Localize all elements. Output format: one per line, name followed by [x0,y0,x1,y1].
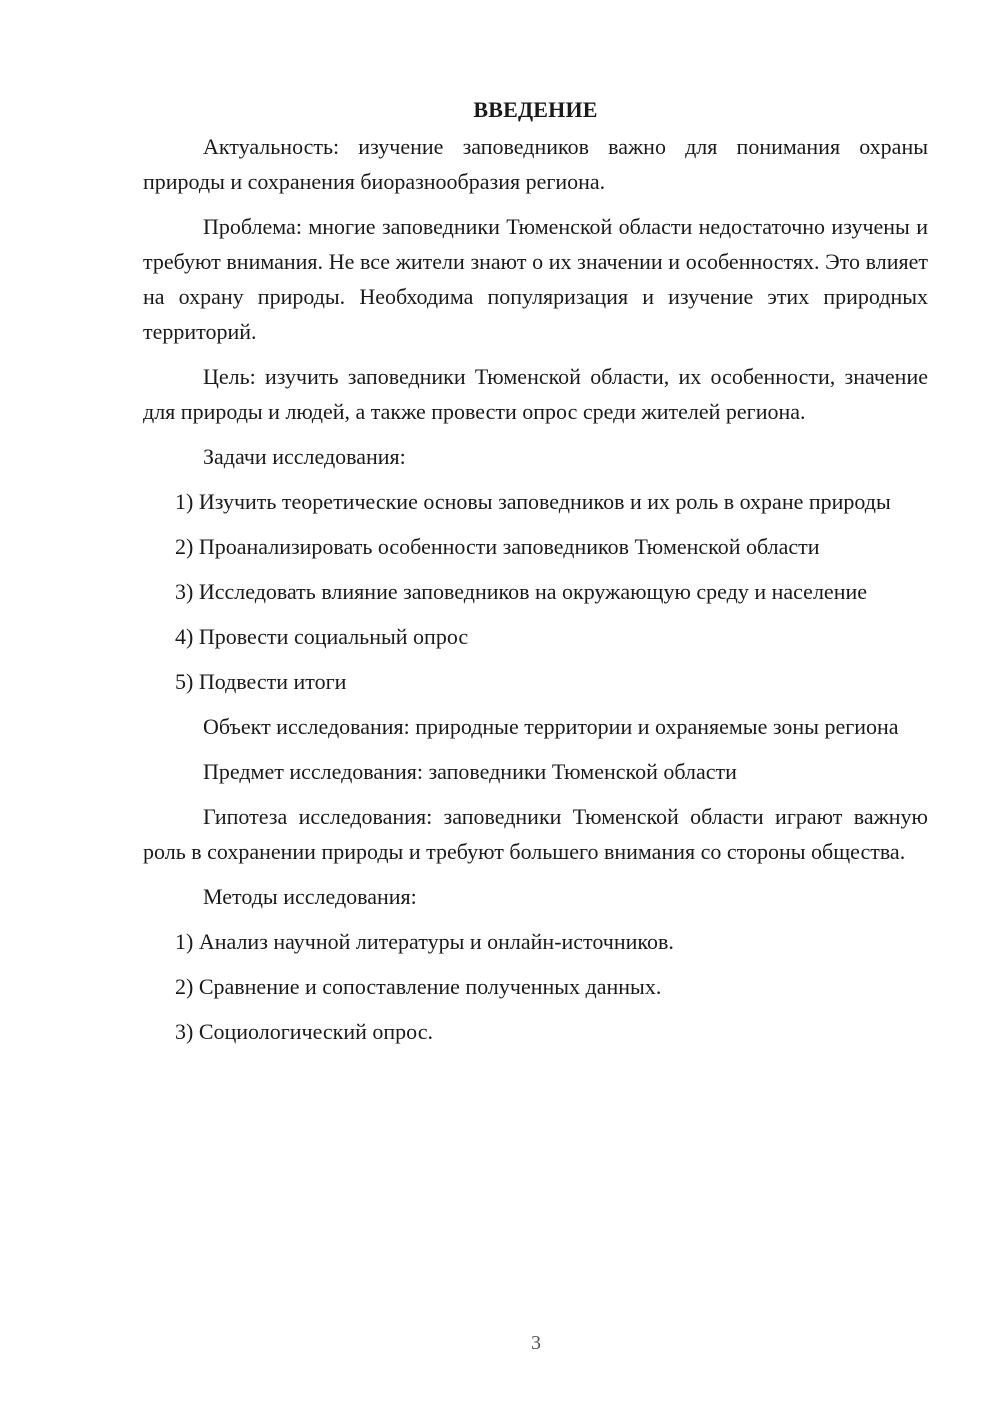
goal-paragraph: Цель: изучить заповедники Тюменской области, их особенности, значение для природы и людей, а также провести опрос среди жителей региона. [143,364,928,424]
task-item-1: 1) Изучить теоретические основы заповедников и их роль в охране природы [175,489,891,514]
subject-paragraph: Предмет исследования: заповедники Тюменской области [203,759,737,784]
document-page [143,92,928,1059]
method-item-2: 2) Сравнение и сопоставление полученных данных. [175,974,662,999]
task-item-4: 4) Провести социальный опрос [175,624,469,649]
method-item-3: 3) Социологический опрос. [175,1019,433,1044]
section-title: ВВЕДЕНИЕ [473,97,598,122]
page-number: 3 [531,1332,541,1354]
method-item-1: 1) Анализ научной литературы и онлайн-источников. [175,929,674,954]
problem-paragraph: Проблема: многие заповедники Тюменской области недостаточно изучены и требуют внимания. Не все жители знают о их значении и особенностях. Это влияет на охрану природы. Необходима популяризация и изучение этих природных территорий. [143,214,928,344]
task-item-3: 3) Исследовать влияние заповедников на окружающую среду и население [175,579,868,604]
hypothesis-paragraph: Гипотеза исследования: заповедники Тюменской области играют важную роль в сохранении природы и требуют большего внимания со стороны общества. [143,804,928,864]
tasks-heading: Задачи исследования: [203,444,406,469]
task-item-5: 5) Подвести итоги [175,669,347,694]
task-item-2: 2) Проанализировать особенности заповедников Тюменской области [175,534,820,559]
object-paragraph: Объект исследования: природные территории и охраняемые зоны региона [203,714,899,739]
relevance-paragraph: Актуальность: изучение заповедников важно для понимания охраны природы и сохранения биоразнообразия региона. [143,134,928,194]
methods-heading: Методы исследования: [203,884,417,909]
